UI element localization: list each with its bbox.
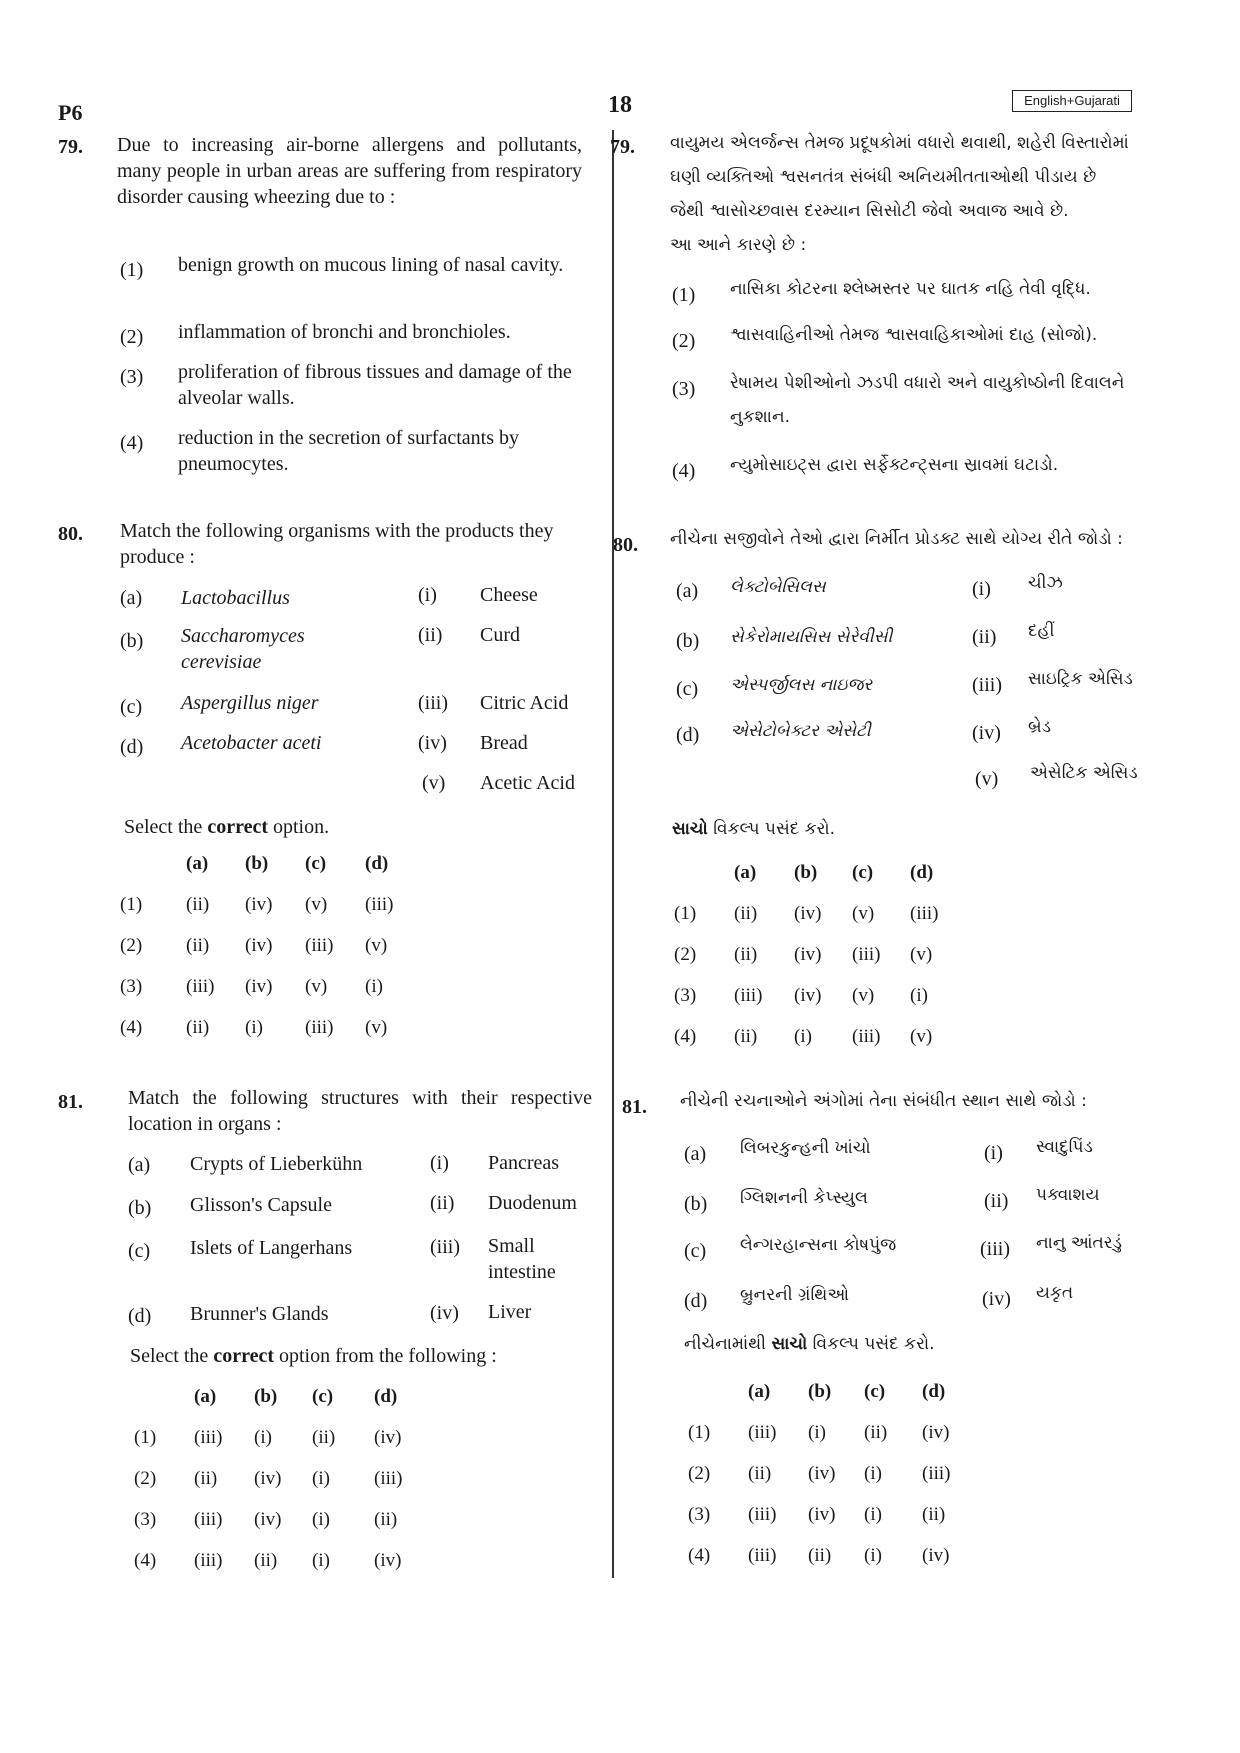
- answer-cell: (iv): [245, 975, 273, 997]
- answer-cell: (ii): [864, 1421, 888, 1443]
- answer-number: (3): [120, 975, 143, 997]
- product: Acetic Acid: [480, 772, 575, 794]
- column-header: (c): [305, 852, 327, 874]
- organism: Saccharomyces cerevisiae: [181, 625, 305, 673]
- answer-cell: (iii): [194, 1508, 223, 1530]
- option-text: શ્વાસવાહિનીઓ તેમજ શ્વાસવાહિકાઓમાં દાહ (સોજો).: [730, 325, 1098, 345]
- match-label: (ii): [430, 1192, 455, 1214]
- answer-header-row: [134, 1376, 434, 1417]
- select-instruction: Select the correct option from the following :: [130, 1345, 497, 1367]
- page-number: 18: [608, 92, 632, 118]
- answer-cell: (iv): [245, 893, 273, 915]
- answer-option-row: [134, 1417, 434, 1458]
- match-label: (i): [972, 578, 991, 600]
- product: એસેટિક એસિડ: [1030, 763, 1138, 783]
- answer-cell: (ii): [374, 1508, 398, 1530]
- option-text: inflammation of bronchi and bronchioles.: [178, 321, 511, 343]
- organism: Aspergillus niger: [181, 692, 319, 714]
- answer-cell: (ii): [734, 943, 758, 965]
- stem-line: ઘણી વ્યક્તિઓ શ્વસનતંત્ર સંબંધી અનિયમીતતાઓથી પીડાય છે: [670, 167, 1097, 187]
- option-number: (2): [672, 330, 696, 352]
- answer-number: (4): [674, 1025, 697, 1047]
- column-header: (c): [852, 861, 874, 883]
- product: Citric Acid: [480, 692, 569, 714]
- column-header: (b): [808, 1380, 832, 1402]
- answer-cell: (i): [808, 1421, 826, 1443]
- question-stem: Due to increasing air-borne allergens and pollutants, many people in urban areas are suffering from respiratory disorder causing wheezing due to :: [117, 134, 582, 208]
- column-header: (b): [254, 1385, 278, 1407]
- organism: Acetobacter aceti: [181, 732, 322, 754]
- product: દહીં: [1028, 621, 1055, 641]
- answer-option-row: [688, 1494, 982, 1535]
- answer-option-row: [134, 1458, 434, 1499]
- option-number: (4): [120, 432, 144, 454]
- answer-cell: (iii): [852, 1025, 881, 1047]
- answer-cell: (ii): [808, 1544, 832, 1566]
- option-number: (1): [672, 284, 696, 306]
- option-text: proliferation of fibrous tissues and damage of the alveolar walls.: [178, 361, 572, 409]
- organ: નાનુ આંતરડું: [1036, 1233, 1122, 1253]
- structure: બ્રુનરની ગ્રંથિઓ: [740, 1285, 849, 1305]
- answer-cell: (ii): [194, 1467, 218, 1489]
- question-stem: નીચેની રચનાઓને અંગોમાં તેના સંબંધીત સ્થાન સાથે જોડો :: [680, 1091, 1087, 1111]
- answer-cell: (i): [864, 1544, 882, 1566]
- answer-cell: (ii): [922, 1503, 946, 1525]
- organ: સ્વાદુપિંડ: [1036, 1137, 1093, 1157]
- product: ચીઝ: [1028, 573, 1063, 593]
- match-label: (d): [676, 724, 700, 746]
- match-label: (iv): [430, 1302, 459, 1324]
- answer-cell: (i): [312, 1508, 330, 1530]
- answer-cell: (i): [864, 1503, 882, 1525]
- answer-number: (1): [688, 1421, 711, 1443]
- answer-number: (2): [688, 1462, 711, 1484]
- answer-cell: (ii): [186, 893, 210, 915]
- question-number: 81.: [58, 1091, 83, 1113]
- answer-cell: (v): [910, 943, 933, 965]
- column-header: (d): [910, 861, 934, 883]
- product: સાઇટ્રિક એસિડ: [1028, 669, 1133, 689]
- answer-cell: (iv): [794, 943, 822, 965]
- answer-option-row: [120, 1007, 425, 1048]
- question-stem: Match the following organisms with the products they produce :: [120, 520, 554, 568]
- answer-cell: (iv): [245, 934, 273, 956]
- answer-cell: (v): [305, 893, 328, 915]
- answer-number: (2): [120, 934, 143, 956]
- select-instruction: Select the correct option.: [124, 816, 330, 838]
- answer-cell: (iii): [194, 1426, 223, 1448]
- answer-cell: (iii): [186, 975, 215, 997]
- match-label: (a): [676, 580, 699, 602]
- option-text: રેષામય પેશીઓનો ઝડપી વધારો અને વાયુકોષ્ઠોની દિવાલને નુકશાન.: [730, 373, 1125, 427]
- match-label: (v): [422, 772, 446, 794]
- stem-line: જેથી શ્વાસોચ્છવાસ દરમ્યાન સિસોટી જેવો અવાજ આવે છે.: [670, 201, 1069, 221]
- answer-cell: (v): [852, 902, 875, 924]
- product: Bread: [480, 732, 528, 754]
- answer-option-row: [120, 966, 425, 1007]
- answer-cell: (iii): [194, 1549, 223, 1571]
- question-number: 80.: [58, 523, 83, 545]
- answer-cell: (iv): [808, 1462, 836, 1484]
- column-header: (a): [186, 852, 209, 874]
- language-badge: English+Gujarati: [1012, 90, 1132, 112]
- answer-cell: (iii): [305, 934, 334, 956]
- match-label: (iv): [972, 722, 1001, 744]
- question-stem: [670, 126, 1140, 262]
- column-divider: [612, 130, 614, 1578]
- answer-table: [134, 1376, 434, 1581]
- answer-cell: (iii): [748, 1544, 777, 1566]
- option-number: (4): [672, 460, 696, 482]
- answer-option-row: [674, 893, 970, 934]
- answer-cell: (i): [365, 975, 383, 997]
- match-label: (b): [684, 1193, 708, 1215]
- organism: લેક્ટોબેસિલસ: [730, 577, 826, 597]
- structure: Glisson's Capsule: [190, 1194, 332, 1216]
- option-text: reduction in the secretion of surfactants by pneumocytes.: [178, 427, 519, 475]
- match-label: (d): [684, 1290, 708, 1312]
- match-label: (iii): [418, 692, 448, 714]
- answer-option-row: [688, 1535, 982, 1576]
- answer-option-row: [688, 1412, 982, 1453]
- organ: Pancreas: [488, 1152, 560, 1174]
- match-label: (a): [684, 1143, 707, 1165]
- match-label: (iii): [430, 1236, 460, 1258]
- answer-cell: (iii): [374, 1467, 403, 1489]
- answer-option-row: [674, 975, 970, 1016]
- column-header: (d): [374, 1385, 398, 1407]
- answer-cell: (iv): [922, 1421, 950, 1443]
- answer-option-row: [134, 1540, 434, 1581]
- question-number: 79.: [610, 136, 635, 158]
- organism: એસ્પર્જીલસ નાઇજર: [730, 675, 873, 695]
- answer-cell: (iv): [254, 1508, 282, 1530]
- match-label: (ii): [984, 1190, 1009, 1212]
- answer-cell: (ii): [254, 1549, 278, 1571]
- answer-table: [120, 843, 425, 1048]
- match-label: (d): [120, 736, 144, 758]
- option-number: (2): [120, 326, 144, 348]
- organism: સેકેરોમાયસિસ સેરેવીસી: [730, 627, 893, 647]
- answer-number: (1): [674, 902, 697, 924]
- answer-cell: (i): [245, 1016, 263, 1038]
- question-stem: નીચેના સજીવોને તેઓ દ્વારા નિર્મીત પ્રોડક્ટ સાથે યોગ્ય રીતે જોડો :: [670, 529, 1123, 549]
- organ: Liver: [488, 1301, 532, 1323]
- structure: લિબરકુન્હની ખાંચો: [740, 1138, 871, 1158]
- column-header: (d): [922, 1380, 946, 1402]
- question-number: 79.: [58, 136, 83, 158]
- match-label: (c): [684, 1240, 707, 1262]
- answer-cell: (ii): [748, 1462, 772, 1484]
- structure: Crypts of Lieberkühn: [190, 1153, 363, 1175]
- match-label: (a): [128, 1154, 151, 1176]
- select-instruction: સાચો વિકલ્પ પસંદ કરો.: [672, 819, 836, 839]
- answer-cell: (v): [365, 934, 388, 956]
- structure: ગ્લિશનની કેપ્સ્યુલ: [740, 1188, 868, 1208]
- answer-header-row: [120, 843, 425, 884]
- answer-option-row: [120, 884, 425, 925]
- question-number: 81.: [622, 1096, 647, 1118]
- answer-option-row: [120, 925, 425, 966]
- match-label: (i): [430, 1152, 449, 1174]
- organ: પક્વાશય: [1036, 1185, 1100, 1205]
- column-header: (d): [365, 852, 389, 874]
- organ: Duodenum: [488, 1192, 577, 1214]
- answer-cell: (iii): [748, 1503, 777, 1525]
- column-header: (a): [194, 1385, 217, 1407]
- product: બ્રેડ: [1028, 717, 1051, 737]
- answer-cell: (i): [910, 984, 928, 1006]
- answer-cell: (i): [312, 1549, 330, 1571]
- match-label: (b): [120, 630, 144, 652]
- answer-number: (3): [674, 984, 697, 1006]
- answer-cell: (i): [864, 1462, 882, 1484]
- product: Cheese: [480, 584, 538, 606]
- column-header: (a): [748, 1380, 771, 1402]
- answer-cell: (ii): [734, 1025, 758, 1047]
- match-label: (iii): [980, 1238, 1010, 1260]
- organism: એસેટોબેક્ટર એસેટી: [730, 721, 871, 741]
- answer-cell: (v): [910, 1025, 933, 1047]
- answer-cell: (iii): [305, 1016, 334, 1038]
- answer-cell: (iii): [910, 902, 939, 924]
- product: Curd: [480, 624, 520, 646]
- answer-cell: (iii): [365, 893, 394, 915]
- match-label: (a): [120, 587, 143, 609]
- answer-cell: (iv): [254, 1467, 282, 1489]
- answer-cell: (iv): [794, 902, 822, 924]
- match-label: (b): [128, 1197, 152, 1219]
- answer-cell: (iii): [734, 984, 763, 1006]
- option-text: benign growth on mucous lining of nasal cavity.: [178, 254, 564, 276]
- answer-cell: (ii): [186, 934, 210, 956]
- answer-header-row: [688, 1371, 982, 1412]
- structure: લેન્ગરહાન્સના કોષપુંજ: [740, 1235, 897, 1255]
- match-label: (iii): [972, 674, 1002, 696]
- match-label: (ii): [418, 624, 443, 646]
- match-label: (d): [128, 1305, 152, 1327]
- answer-cell: (iv): [794, 984, 822, 1006]
- option-number: (3): [672, 378, 696, 400]
- answer-table: [688, 1371, 982, 1576]
- answer-cell: (ii): [186, 1016, 210, 1038]
- answer-cell: (iv): [374, 1549, 402, 1571]
- column-header: (b): [794, 861, 818, 883]
- paper-code: P6: [58, 100, 83, 125]
- answer-number: (2): [134, 1467, 157, 1489]
- match-label: (b): [676, 630, 700, 652]
- answer-cell: (iii): [748, 1421, 777, 1443]
- option-number: (1): [120, 259, 144, 281]
- answer-cell: (v): [305, 975, 328, 997]
- answer-number: (4): [134, 1549, 157, 1571]
- answer-cell: (v): [365, 1016, 388, 1038]
- answer-option-row: [674, 1016, 970, 1057]
- option-text: ન્યુમોસાઇટ્સ દ્વારા સર્ફેક્ટન્ટ્સના સ્રાવમાં ઘટાડો.: [730, 455, 1059, 475]
- match-label: (v): [975, 768, 999, 790]
- match-label: (iv): [418, 732, 447, 754]
- match-label: (ii): [972, 626, 997, 648]
- answer-cell: (ii): [734, 902, 758, 924]
- answer-cell: (i): [794, 1025, 812, 1047]
- match-label: (i): [984, 1142, 1003, 1164]
- column-header: (a): [734, 861, 757, 883]
- column-header: (b): [245, 852, 269, 874]
- column-header: (c): [864, 1380, 886, 1402]
- question-stem: Match the following structures with their respective location in organs :: [128, 1087, 592, 1135]
- organ: યકૃત: [1036, 1283, 1074, 1303]
- question-number: 80.: [613, 534, 638, 556]
- stem-line: વાયુમય એલર્જન્સ તેમજ પ્રદૂષકોમાં વધારો થવાથી, શહેરી વિસ્તારોમાં: [670, 133, 1129, 153]
- answer-cell: (v): [852, 984, 875, 1006]
- answer-number: (1): [134, 1426, 157, 1448]
- answer-cell: (iii): [852, 943, 881, 965]
- answer-cell: (iv): [922, 1544, 950, 1566]
- match-label: (c): [676, 678, 699, 700]
- answer-option-row: [134, 1499, 434, 1540]
- answer-cell: (i): [312, 1467, 330, 1489]
- match-label: (c): [120, 696, 143, 718]
- option-number: (3): [120, 366, 144, 388]
- match-label: (iv): [982, 1288, 1011, 1310]
- option-text: નાસિકા કોટરના શ્લેષ્મસ્તર પર ઘાતક નહિ તેવી વૃદ્ધિ.: [730, 279, 1091, 299]
- answer-option-row: [674, 934, 970, 975]
- answer-table: [674, 852, 970, 1057]
- organism: Lactobacillus: [181, 587, 290, 609]
- organ: Small intestine: [488, 1235, 556, 1283]
- answer-cell: (iii): [922, 1462, 951, 1484]
- answer-cell: (ii): [312, 1426, 336, 1448]
- match-label: (i): [418, 584, 437, 606]
- answer-cell: (i): [254, 1426, 272, 1448]
- match-label: (c): [128, 1240, 151, 1262]
- answer-number: (2): [674, 943, 697, 965]
- answer-number: (4): [688, 1544, 711, 1566]
- structure: Brunner's Glands: [190, 1303, 329, 1325]
- structure: Islets of Langerhans: [190, 1237, 353, 1259]
- stem-line: આ આને કારણે છે :: [670, 235, 807, 255]
- answer-cell: (iv): [808, 1503, 836, 1525]
- answer-number: (4): [120, 1016, 143, 1038]
- answer-number: (3): [134, 1508, 157, 1530]
- select-instruction: નીચેનામાંથી સાચો વિકલ્પ પસંદ કરો.: [684, 1334, 935, 1354]
- answer-header-row: [674, 852, 970, 893]
- answer-option-row: [688, 1453, 982, 1494]
- answer-cell: (iv): [374, 1426, 402, 1448]
- column-header: (c): [312, 1385, 334, 1407]
- answer-number: (3): [688, 1503, 711, 1525]
- answer-number: (1): [120, 893, 143, 915]
